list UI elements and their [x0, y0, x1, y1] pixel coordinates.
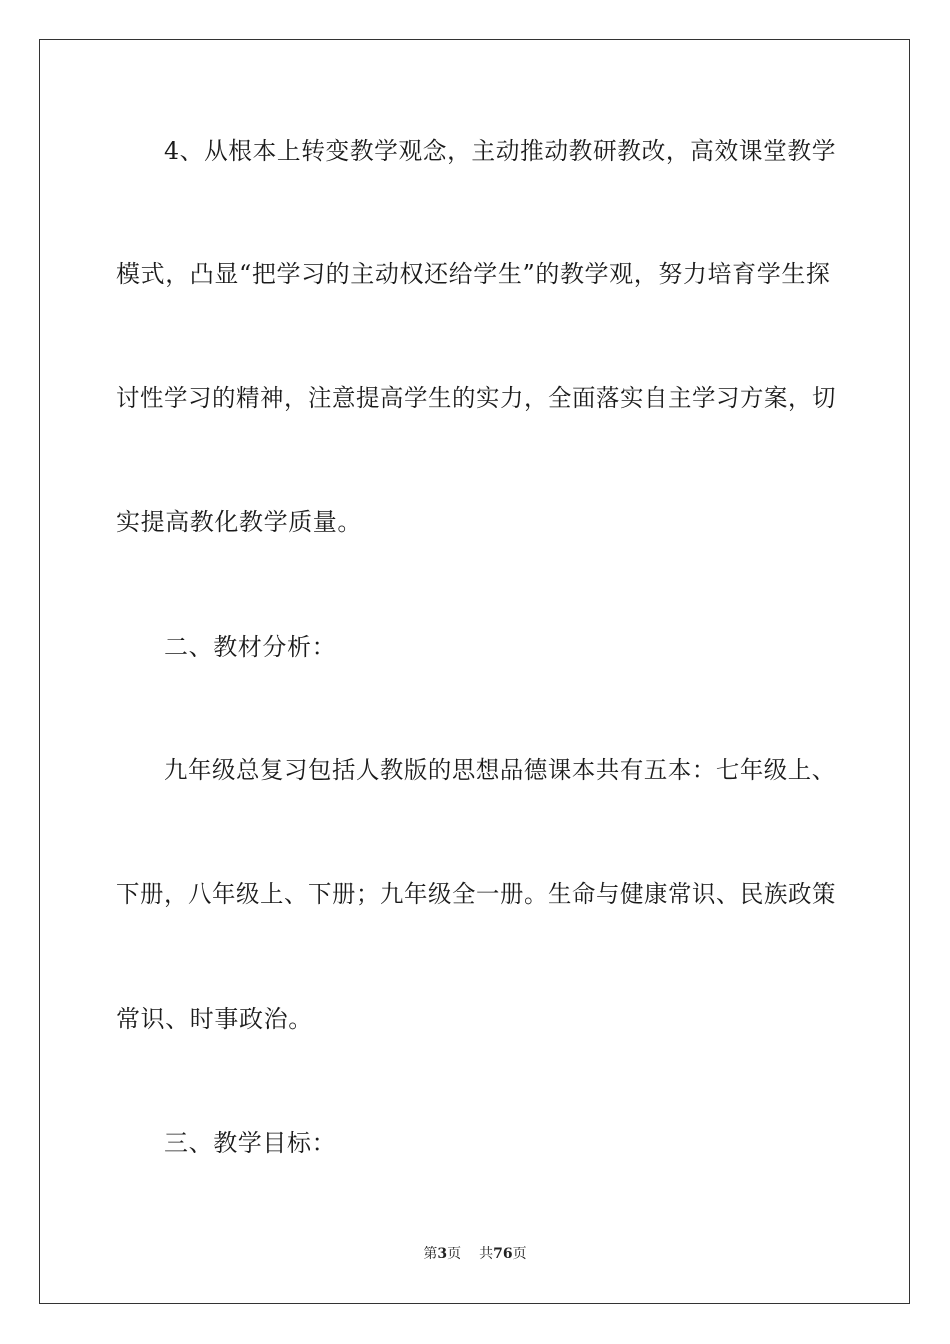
footer-page-prefix: 第	[423, 1246, 438, 1262]
footer-total-suffix: 页	[512, 1246, 527, 1262]
section-heading-teaching-goals: 三、教学目标：	[164, 1129, 337, 1157]
footer-page-number: 3	[437, 1246, 448, 1262]
footer-total-pages: 76	[493, 1246, 513, 1262]
paragraph-line-2: 模式，凸显“把学习的主动权还给学生”的教学观，努力培育学生探	[116, 260, 831, 288]
page-footer	[0, 1244, 950, 1264]
footer-page-suffix: 页	[447, 1246, 462, 1262]
paragraph-line-4: 实提高教化教学质量。	[116, 508, 362, 536]
page-border	[39, 39, 910, 1304]
paragraph-line-6: 九年级总复习包括人教版的思想品德课本共有五本：七年级上、	[164, 756, 836, 784]
section-heading-textbook-analysis: 二、教材分析：	[164, 633, 337, 661]
paragraph-line-3: 讨性学习的精神，注意提高学生的实力，全面落实自主学习方案，切	[116, 384, 836, 412]
paragraph-line-7: 下册，八年级上、下册；九年级全一册。生命与健康常识、民族政策	[116, 880, 836, 908]
footer-total-prefix: 共	[479, 1246, 494, 1262]
paragraph-line-8: 常识、时事政治。	[116, 1005, 313, 1033]
paragraph-line-1: 4、从根本上转变教学观念，主动推动教研教改，高效课堂教学	[164, 137, 837, 165]
